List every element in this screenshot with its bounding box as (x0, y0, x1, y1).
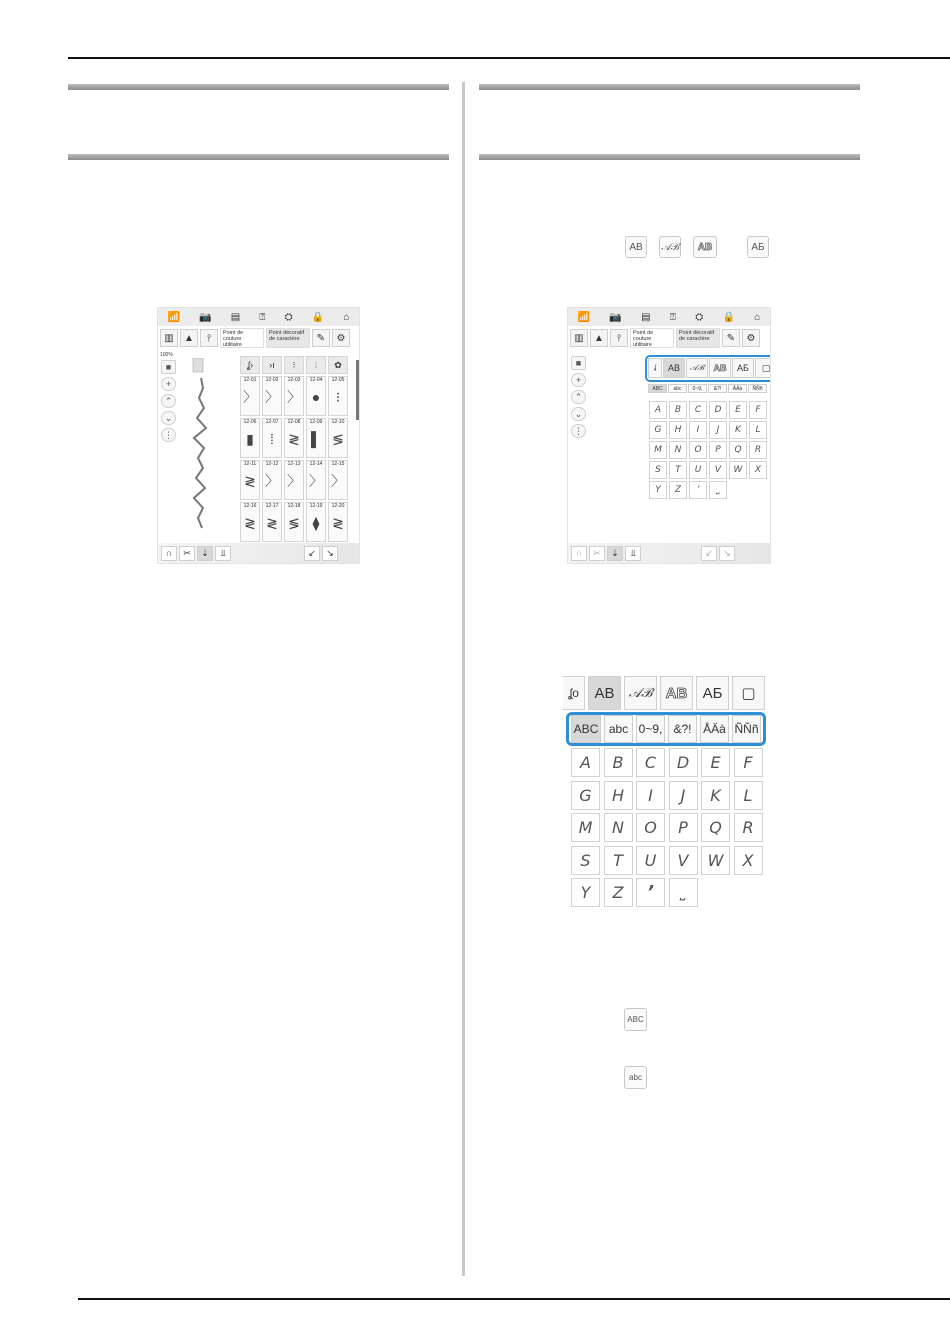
presser-foot-icon[interactable]: ▲ (590, 329, 608, 347)
space-key[interactable]: ⎵ (669, 878, 698, 907)
settings-icon[interactable]: ⚙ (332, 329, 350, 347)
zoom-in-icon[interactable]: + (161, 377, 176, 391)
bottom-toolbar (568, 543, 770, 563)
stitch-symbol: 〉 (287, 473, 301, 489)
key[interactable]: A (571, 748, 600, 777)
set-tab-numbers[interactable]: 0~9, (688, 384, 707, 393)
font-tab-more[interactable]: ▢ (732, 676, 765, 710)
zoom-label: 100% (160, 352, 173, 358)
stitch-symbol: 〉 (243, 389, 257, 405)
ruler-icon[interactable]: ⋮ (161, 428, 176, 442)
lock-icon[interactable]: 🔒 (311, 311, 325, 323)
key[interactable]: Y (571, 878, 600, 907)
stitch-code: 12-03 (287, 377, 301, 383)
set-tab-row (648, 384, 767, 393)
key[interactable]: C (636, 748, 665, 777)
category-tab[interactable]: ⦙ (306, 356, 326, 374)
keyboard-zoom-panel (563, 672, 773, 908)
font-icon-script: 𝒜ℬ (659, 236, 681, 258)
key[interactable]: G (571, 781, 600, 810)
stitch-button[interactable] (328, 502, 348, 542)
stitch-code: 12-18 (287, 503, 301, 509)
arrow-down-left-icon[interactable]: ↙ (701, 546, 717, 561)
font-tab-more[interactable]: ▢ (755, 358, 771, 378)
stitch-button[interactable] (284, 418, 304, 458)
stitch-code: 12-01 (243, 377, 257, 383)
wifi-icon[interactable]: 📶 (577, 311, 591, 323)
key[interactable]: X (749, 461, 767, 479)
stitch-button[interactable] (306, 460, 326, 500)
font-icon-gothic: AB (625, 236, 647, 258)
help-icon[interactable]: ⍰ (669, 311, 676, 323)
bottom-rule (78, 1298, 950, 1300)
key[interactable]: N (669, 441, 687, 459)
key[interactable]: T (604, 846, 633, 875)
stitch-code: 12-06 (243, 419, 257, 425)
stitch-code: 12-12 (265, 461, 279, 467)
stitch-symbol: ▌ (311, 431, 321, 447)
stitch-code: 12-05 (331, 377, 345, 383)
key[interactable]: U (636, 846, 665, 875)
key[interactable]: I (636, 781, 665, 810)
arrow-down-right-icon[interactable]: ↘ (719, 546, 735, 561)
key[interactable]: J (709, 421, 727, 439)
font-tab-cyrillic[interactable]: AБ (732, 358, 754, 378)
stitch-symbol: 〉 (265, 473, 279, 489)
home-icon[interactable]: ⌂ (343, 311, 350, 323)
stitch-symbol: 〉 (331, 473, 345, 489)
key[interactable]: C (689, 401, 707, 419)
stitch-button[interactable] (328, 418, 348, 458)
key[interactable]: M (649, 441, 667, 459)
mode-toolbar (568, 327, 770, 349)
set-tab-symbols[interactable]: &?! (708, 384, 727, 393)
letter-keyboard-large (571, 748, 763, 907)
stitch-code: 12-13 (287, 461, 301, 467)
font-tab-gothic[interactable]: AB (663, 358, 685, 378)
key[interactable]: F (749, 401, 767, 419)
key[interactable]: E (701, 748, 730, 777)
thread-icon[interactable]: ⛭ (695, 311, 704, 323)
key[interactable]: R (749, 441, 767, 459)
highlight-font-tabs (645, 355, 771, 382)
needle-icon[interactable]: ⫯ (610, 329, 628, 347)
key[interactable]: D (669, 748, 698, 777)
arrow-down-right-icon[interactable]: ↘ (322, 546, 338, 561)
font-tab-outline[interactable]: AB (660, 676, 693, 710)
key[interactable]: L (749, 421, 767, 439)
category-tab[interactable]: ⁝ (284, 356, 304, 374)
stitch-button[interactable] (306, 502, 326, 542)
key[interactable]: S (571, 846, 600, 875)
stitch-button[interactable] (284, 460, 304, 500)
space-key[interactable]: ⎵ (709, 481, 727, 499)
camera-icon[interactable]: 📷 (609, 311, 622, 323)
tab-character-decorative[interactable]: Point décoratif de caractère (266, 328, 310, 348)
stitch-code: 12-11 (243, 461, 257, 467)
stitch-button[interactable] (306, 418, 326, 458)
section-bar-right-bottom (479, 154, 860, 160)
screen-utility-stitch (157, 307, 360, 564)
lock-icon[interactable]: 🔒 (722, 311, 735, 323)
stitch-symbol: ≷ (332, 515, 344, 531)
stitch-button[interactable] (284, 376, 304, 416)
scrollbar[interactable] (356, 360, 359, 420)
font-icon-outline: AB (693, 236, 717, 258)
key[interactable]: X (734, 846, 763, 875)
stitch-code: 12-02 (265, 377, 279, 383)
stitch-code: 12-17 (265, 503, 279, 509)
key[interactable]: ’ (636, 878, 665, 907)
set-tab-accents[interactable]: ÅÄà (700, 715, 729, 743)
stitch-button[interactable] (240, 418, 260, 458)
key[interactable]: Q (729, 441, 747, 459)
stitch-button[interactable] (306, 376, 326, 416)
scroll-up-icon[interactable]: ⌃ (161, 394, 176, 408)
column-divider (462, 82, 465, 1276)
edit-icon[interactable]: ✎ (312, 329, 330, 347)
stitch-grid (240, 356, 352, 542)
book-icon[interactable]: ▥ (160, 329, 178, 347)
section-bar-left-top (68, 84, 449, 90)
font-tab-gothic[interactable]: AB (588, 676, 621, 710)
tab-utility-stitch[interactable]: Point de couture utilitaire (220, 328, 264, 348)
document-icon[interactable]: ▤ (230, 311, 241, 323)
key[interactable]: P (669, 813, 698, 842)
set-tab-accents-2[interactable]: ÑŇñ (732, 715, 761, 743)
stitch-symbol: ⁝ (335, 389, 341, 405)
stop-icon[interactable]: ■ (571, 356, 586, 370)
stitch-button[interactable] (240, 460, 260, 500)
stitch-button[interactable] (240, 502, 260, 542)
stitch-code: 12-07 (265, 419, 279, 425)
needle-position-icon[interactable]: ⇣ (607, 546, 623, 561)
key[interactable]: G (649, 421, 667, 439)
set-tab-upper[interactable]: ABC (571, 715, 601, 743)
home-icon[interactable]: ⌂ (754, 311, 761, 323)
stitch-code: 12-09 (309, 419, 323, 425)
help-icon[interactable]: ⍰ (259, 311, 266, 323)
settings-icon[interactable]: ⚙ (742, 329, 760, 347)
key[interactable]: I (689, 421, 707, 439)
presser-lift-icon[interactable]: ⫫ (215, 546, 231, 561)
needle-icon[interactable]: ⫯ (200, 329, 218, 347)
presser-lift-icon[interactable]: ⫫ (625, 546, 641, 561)
stitch-symbol: ≶ (332, 431, 344, 447)
bottom-toolbar (158, 543, 359, 563)
status-toolbar (568, 308, 770, 326)
tab-character-decorative[interactable]: Point décoratif de caractère (676, 328, 720, 348)
key[interactable]: H (604, 781, 633, 810)
stitch-symbol: ● (311, 389, 321, 405)
stitch-symbol: ≷ (288, 431, 300, 447)
stitch-code: 12-08 (287, 419, 301, 425)
key[interactable]: V (669, 846, 698, 875)
left-tool-column (161, 360, 179, 442)
category-tab[interactable]: ✿ (328, 356, 348, 374)
stitch-symbol: ≷ (266, 515, 278, 531)
scroll-down-icon[interactable]: ⌄ (571, 407, 586, 421)
stitch-button[interactable] (328, 376, 348, 416)
scroll-down-icon[interactable]: ⌄ (161, 411, 176, 425)
set-tab-symbols[interactable]: &?! (668, 715, 697, 743)
category-tab[interactable]: ›ı (262, 356, 282, 374)
key[interactable]: W (729, 461, 747, 479)
key[interactable]: Z (604, 878, 633, 907)
camera-icon[interactable]: 📷 (199, 311, 212, 323)
stitch-button[interactable] (284, 502, 304, 542)
category-tab[interactable]: ʆ› (240, 356, 260, 374)
set-tab-accents[interactable]: ÅÄà (728, 384, 747, 393)
letter-keyboard-small (649, 401, 767, 499)
key[interactable]: B (604, 748, 633, 777)
key[interactable]: P (709, 441, 727, 459)
top-rule (68, 57, 950, 59)
key[interactable]: Y (649, 481, 667, 499)
stitch-code: 12-20 (331, 503, 345, 509)
key[interactable]: U (689, 461, 707, 479)
stitch-code: 12-15 (331, 461, 345, 467)
lowercase-set-icon: abc (624, 1066, 647, 1089)
section-bar-right-top (479, 84, 860, 90)
key[interactable]: V (709, 461, 727, 479)
stitch-button[interactable] (262, 460, 282, 500)
tab-utility-stitch[interactable]: Point de couture utilitaire (630, 328, 674, 348)
key[interactable]: L (734, 781, 763, 810)
key[interactable]: R (734, 813, 763, 842)
font-tab-prev[interactable]: ʆ (648, 358, 662, 378)
thread-icon[interactable]: ⛭ (284, 311, 293, 323)
key[interactable]: W (701, 846, 730, 875)
key[interactable]: ’ (689, 481, 707, 499)
status-toolbar (158, 308, 359, 326)
font-tab-script[interactable]: 𝒜ℬ (624, 676, 657, 710)
zoom-in-icon[interactable]: + (571, 373, 586, 387)
mode-toolbar (158, 327, 359, 349)
set-tab-lower[interactable]: abc (604, 715, 633, 743)
key[interactable]: M (571, 813, 600, 842)
font-tab-outline[interactable]: AB (709, 358, 731, 378)
key[interactable]: K (729, 421, 747, 439)
stitch-symbol: 〉 (287, 389, 301, 405)
key[interactable]: H (669, 421, 687, 439)
start-stop-icon[interactable]: ∩ (161, 546, 177, 561)
uppercase-set-icon: ABC (624, 1008, 647, 1031)
stitch-code: 12-16 (243, 503, 257, 509)
zoom-set-tab-row (571, 715, 761, 743)
stitch-code: 12-04 (309, 377, 323, 383)
stitch-button[interactable] (262, 502, 282, 542)
ruler-icon[interactable]: ⋮ (571, 424, 586, 438)
key[interactable]: T (669, 461, 687, 479)
stitch-symbol: ▮ (246, 431, 254, 447)
stitch-button[interactable] (328, 460, 348, 500)
key[interactable]: J (669, 781, 698, 810)
key[interactable]: E (729, 401, 747, 419)
scissors-icon[interactable]: ✂ (179, 546, 195, 561)
edit-icon[interactable]: ✎ (722, 329, 740, 347)
presser-foot-icon[interactable]: ▲ (180, 329, 198, 347)
set-tab-numbers[interactable]: 0~9, (636, 715, 665, 743)
stop-icon[interactable]: ■ (161, 360, 176, 374)
needle-position-icon[interactable]: ⇣ (197, 546, 213, 561)
stitch-symbol: ≷ (244, 515, 256, 531)
key[interactable]: F (734, 748, 763, 777)
key[interactable]: D (709, 401, 727, 419)
stitch-button[interactable] (262, 376, 282, 416)
stitch-code: 12-10 (331, 419, 345, 425)
font-tab-cyrillic[interactable]: AБ (696, 676, 729, 710)
key[interactable]: O (689, 441, 707, 459)
set-tab-upper[interactable]: ABC (648, 384, 667, 393)
font-tab-prev[interactable]: ʆo (563, 676, 585, 710)
scissors-icon[interactable]: ✂ (589, 546, 605, 561)
stitch-symbol: 〉 (309, 473, 323, 489)
key[interactable]: A (649, 401, 667, 419)
key[interactable]: N (604, 813, 633, 842)
document-icon[interactable]: ▤ (641, 311, 651, 323)
stitch-symbol: ≷ (244, 473, 256, 489)
start-stop-icon[interactable]: ∩ (571, 546, 587, 561)
font-icon-cyrillic: AБ (747, 236, 769, 258)
book-icon[interactable]: ▥ (570, 329, 588, 347)
key[interactable]: Q (701, 813, 730, 842)
scroll-up-icon[interactable]: ⌃ (571, 390, 586, 404)
stitch-button[interactable] (262, 418, 282, 458)
zoom-font-tab-row (563, 676, 765, 710)
wifi-icon[interactable]: 📶 (167, 311, 181, 323)
stitch-code: 12-14 (309, 461, 323, 467)
key[interactable]: S (649, 461, 667, 479)
screen-character-stitch (567, 307, 771, 564)
stitch-symbol: ≶ (288, 515, 300, 531)
set-tab-lower[interactable]: abc (668, 384, 687, 393)
stitch-symbol: ⁞ (270, 431, 274, 447)
arrow-down-left-icon[interactable]: ↙ (304, 546, 320, 561)
key[interactable]: K (701, 781, 730, 810)
stitch-button[interactable] (240, 376, 260, 416)
stitch-symbol: 〉 (265, 389, 279, 405)
left-tool-column (571, 356, 589, 438)
key[interactable]: O (636, 813, 665, 842)
stitch-symbol: ⧫ (312, 515, 320, 531)
stitch-preview (188, 358, 214, 538)
font-tab-script[interactable]: 𝒜ℬ (686, 358, 708, 378)
set-tab-accents-2[interactable]: ÑŇñ (748, 384, 767, 393)
key[interactable]: Z (669, 481, 687, 499)
stitch-code: 12-19 (309, 503, 323, 509)
key[interactable]: B (669, 401, 687, 419)
section-bar-left-bottom (68, 154, 449, 160)
